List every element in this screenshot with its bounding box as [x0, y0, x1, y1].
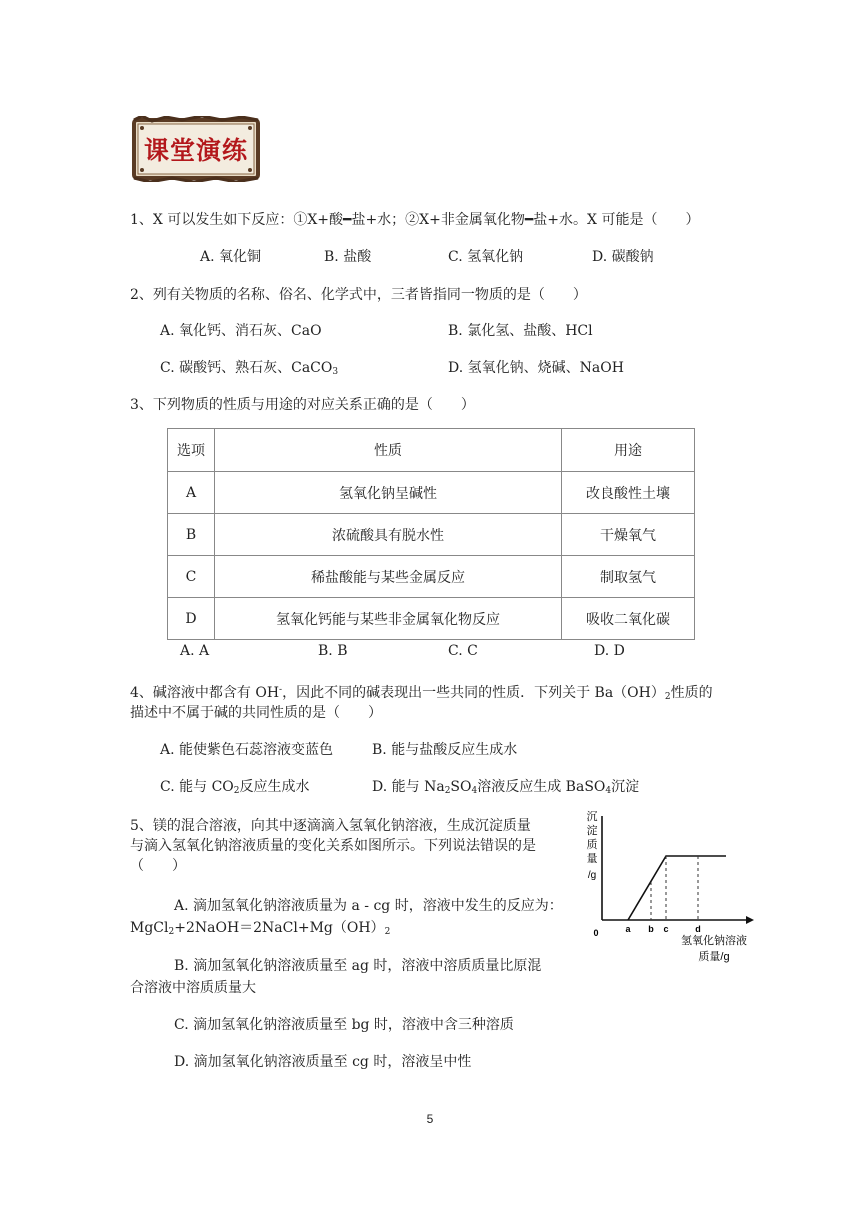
table-row [168, 514, 695, 556]
q4-option-b: B. 能与盐酸反应生成水 [372, 742, 518, 758]
q4-option-d: D. 能与 $Na_2SO_4$溶液反应生成 BaSO$_4$沉淀 [372, 779, 640, 796]
table-cell: B [168, 514, 215, 556]
page-number: 5 [426, 1112, 434, 1126]
precipitate-curve [628, 856, 726, 920]
table-cell: A [168, 472, 215, 514]
banner-title: 课堂演练 [143, 136, 248, 165]
q2-option-a: A. 氧化钙、消石灰、CaO [160, 323, 322, 339]
table-header-cell: 选项 [168, 429, 215, 472]
table-cell: 制取氢气 [562, 556, 695, 598]
question-1-stem: 1、X 可以发生如下反应：①X+酸━盐+水；②X+非金属氧化物━盐+水。X 可能是（ ） [130, 212, 700, 228]
q3-option-a: A. A [180, 643, 210, 659]
table-cell: C [168, 556, 215, 598]
question-3-stem: 3、下列物质的性质与用途的对应关系正确的是（ ） [130, 397, 475, 413]
question-4-stem-line1: 4、碱溶液中都含有 OH-，因此不同的碱表现出一些共同的性质．下列关于 $Ba(OH)_2$性质的 [130, 685, 713, 702]
table-row [168, 598, 695, 640]
y-label-char: 淀 [586, 825, 598, 837]
y-label-char: 量 [586, 853, 598, 865]
table-cell: 稀盐酸能与某些金属反应 [215, 556, 562, 598]
graph-svg [586, 808, 756, 968]
question-5-stem-line2: 与滴入氢氧化钠溶液质量的变化关系如图所示。下列说法错误的是 [130, 838, 536, 854]
q1-option-d: D. 碳酸钠 [592, 249, 654, 265]
q5-option-c: C. 滴加氢氧化钠溶液质量至 bg 时，溶液中含三种溶质 [174, 1017, 514, 1033]
section-banner [132, 116, 260, 182]
q5-option-b-line2: 合溶液中溶质质量大 [130, 980, 256, 996]
q1-option-c: C. 氢氧化钠 [448, 249, 524, 265]
q5-option-b-line1: B. 滴加氢氧化钠溶液质量至 ag 时，溶液中溶质质量比原混 [174, 958, 542, 974]
question-5-stem-line3: （ ） [130, 858, 186, 874]
q5-option-a-line2: $MgCl_2+2NaOH=2NaCl+Mg(OH)_2$ [130, 920, 391, 937]
table-cell: 氢氧化钙能与某些非金属氧化物反应 [215, 598, 562, 640]
q1-option-a: A. 氧化铜 [200, 249, 262, 265]
q5-option-a-line1: A. 滴加氢氧化钠溶液质量为 a - cg 时，溶液中发生的反应为： [174, 898, 563, 914]
q3-option-d: D. D [594, 643, 625, 659]
x-tick-a: a [625, 924, 631, 934]
q4-option-a: A. 能使紫色石蕊溶液变蓝色 [160, 742, 334, 758]
q4-option-c: C. 能与 $CO_2$反应生成水 [160, 779, 310, 796]
y-label-unit: /g [587, 870, 597, 881]
x-axis-arrow-icon [746, 916, 754, 924]
x-tick-c: c [663, 924, 669, 934]
origin-label: 0 [593, 928, 599, 938]
q2-option-d: D. 氢氧化钠、烧碱、NaOH [448, 360, 624, 376]
table-header-row [168, 429, 695, 472]
property-use-table [167, 428, 695, 640]
table-cell: 氢氧化钠呈碱性 [215, 472, 562, 514]
q3-option-c: C. C [448, 643, 478, 659]
x-label-line1: 氢氧化钠溶液 [681, 935, 747, 947]
table-cell: 干燥氧气 [562, 514, 695, 556]
table-cell: 浓硫酸具有脱水性 [215, 514, 562, 556]
q2-option-b: B. 氯化氢、盐酸、HCl [448, 323, 593, 339]
q2-option-c: C. 碳酸钙、熟石灰、CaCO$_3$ [160, 360, 339, 377]
table-row [168, 472, 695, 514]
y-label-char: 沉 [586, 811, 598, 823]
q5-option-d: D. 滴加氢氧化钠溶液质量至 cg 时，溶液呈中性 [174, 1054, 472, 1070]
table-header-cell: 性质 [215, 429, 562, 472]
x-tick-d: d [695, 924, 701, 934]
y-label-char: 质 [586, 839, 598, 851]
table-header-cell: 用途 [562, 429, 695, 472]
table-cell: D [168, 598, 215, 640]
precipitate-mass-graph [586, 808, 756, 968]
x-tick-b: b [648, 924, 654, 934]
table-cell: 改良酸性土壤 [562, 472, 695, 514]
question-2-stem: 2、列有关物质的名称、俗名、化学式中，三者皆指同一物质的是（ ） [130, 287, 587, 303]
table-row [168, 556, 695, 598]
q3-option-b: B. B [318, 643, 348, 659]
question-4-stem-line2: 描述中不属于碱的共同性质的是（ ） [130, 705, 382, 721]
table-cell: 吸收二氧化碳 [562, 598, 695, 640]
x-label-line2: 质量/g [698, 951, 730, 963]
q1-option-b: B. 盐酸 [324, 249, 372, 265]
question-5-stem-line1: 5、镁的混合溶液，向其中逐滴滴入氢氧化钠溶液，生成沉淀质量 [130, 818, 531, 834]
